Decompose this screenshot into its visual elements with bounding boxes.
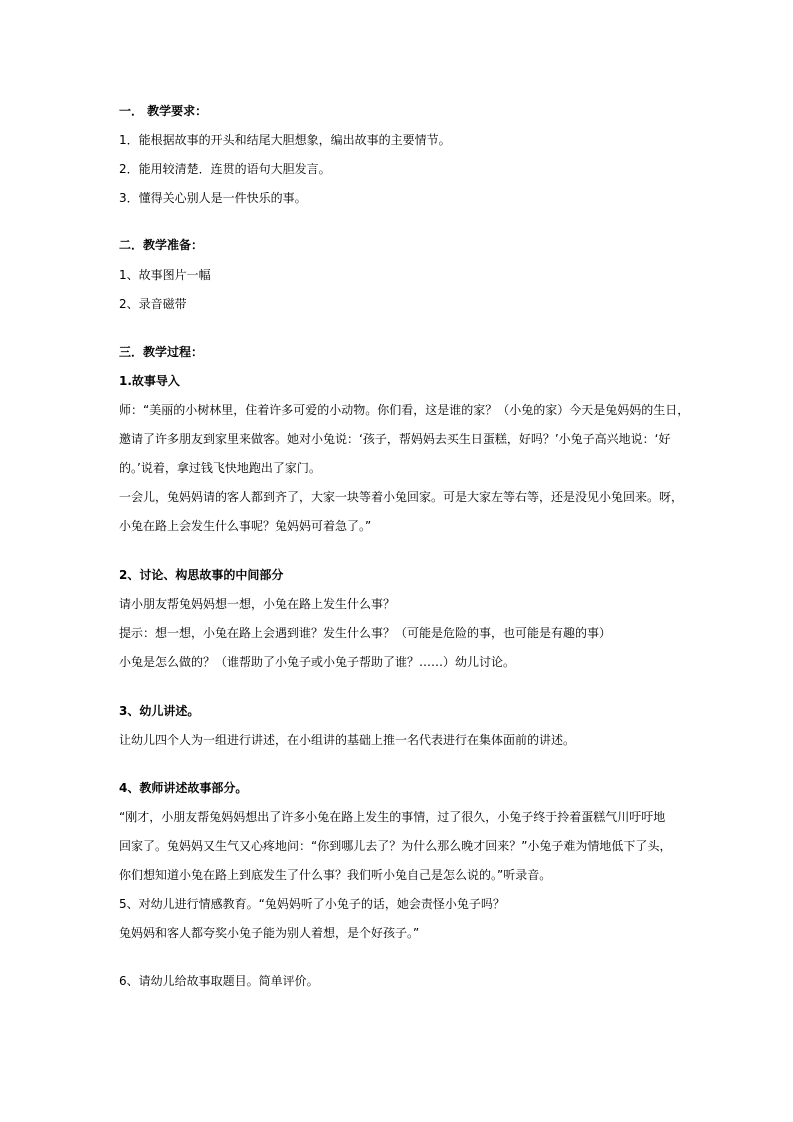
paragraph-line: 让幼儿四个人为一组进行讲述，在小组讲的基础上推一名代表进行在集体面前的讲述。 xyxy=(119,733,576,747)
step-heading-discussion: 2、讨论、构思故事的中间部分 xyxy=(119,568,284,582)
paragraph-line: 小兔是怎么做的？（谁帮助了小兔子或小兔子帮助了谁？……）幼儿讨论。 xyxy=(119,655,516,669)
requirement-item: 2．能用较清楚．连贯的语句大胆发言。 xyxy=(119,162,331,176)
preparation-item: 2、录音磁带 xyxy=(119,297,187,311)
section-heading-requirements: 一． 教学要求： xyxy=(119,104,208,118)
step-heading-teacher-story: 4、教师讲述故事部分。 xyxy=(119,781,248,795)
paragraph-line: 提示：想一想，小兔在路上会遇到谁？发生什么事？（可能是危险的事，也可能是有趣的事） xyxy=(119,626,612,640)
requirement-item: 3．懂得关心别人是一件快乐的事。 xyxy=(119,191,307,205)
step-heading-retelling: 3、幼儿讲述。 xyxy=(119,704,200,718)
paragraph-line: “刚才，小朋友帮兔妈妈想出了许多小兔在路上发生的事情，过了很久，小兔子终于拎着蛋糕气川吁吁地 xyxy=(119,810,666,824)
paragraph-line: 你们想知道小兔在路上到底发生了什么事？我们听小兔自己是怎么说的。”听录音。 xyxy=(119,868,552,882)
preparation-item: 1、故事图片一幅 xyxy=(119,268,211,282)
paragraph-line: 师：“美丽的小树林里，住着许多可爱的小动物。你们看，这是谁的家？（小兔的家）今天是兔妈妈的生日， xyxy=(119,403,690,417)
paragraph-line: 请小朋友帮兔妈妈想一想，小兔在路上发生什么事？ xyxy=(119,597,396,611)
paragraph-line: 兔妈妈和客人都夸奖小兔子能为别人着想，是个好孩子。” xyxy=(119,926,420,940)
paragraph-line: 6、请幼儿给故事取题目。简单评价。 xyxy=(119,974,319,988)
paragraph-line: 回家了。兔妈妈又生气又心疼地问：“你到哪儿去了？为什么那么晚才回来？”小兔子难为情地低下了头， xyxy=(119,839,672,853)
requirement-item: 1．能根据故事的开头和结尾大胆想象，编出故事的主要情节。 xyxy=(119,133,451,147)
paragraph-line: 5、对幼儿进行情感教育。“兔妈妈听了小兔子的话，她会责怪小兔子吗？ xyxy=(119,897,505,911)
section-heading-process: 三．教学过程： xyxy=(119,345,204,359)
paragraph-line: 邀请了许多朋友到家里来做客。她对小兔说：‘孩子，帮妈妈去买生日蛋糕，好吗？’小兔子高兴地说：‘好 xyxy=(119,432,671,446)
section-heading-preparation: 二．教学准备： xyxy=(119,238,204,252)
paragraph-line: 的。’说着，拿过钱飞快地跑出了家门。 xyxy=(119,461,321,475)
paragraph-line: 小兔在路上会发生什么事呢？兔妈妈可着急了。” xyxy=(119,519,372,533)
paragraph-line: 一会儿，兔妈妈请的客人都到齐了，大家一块等着小兔回家。可是大家左等右等，还是没见小兔回来。呀， xyxy=(119,490,684,504)
step-heading-intro: 1.故事导入 xyxy=(119,374,180,388)
